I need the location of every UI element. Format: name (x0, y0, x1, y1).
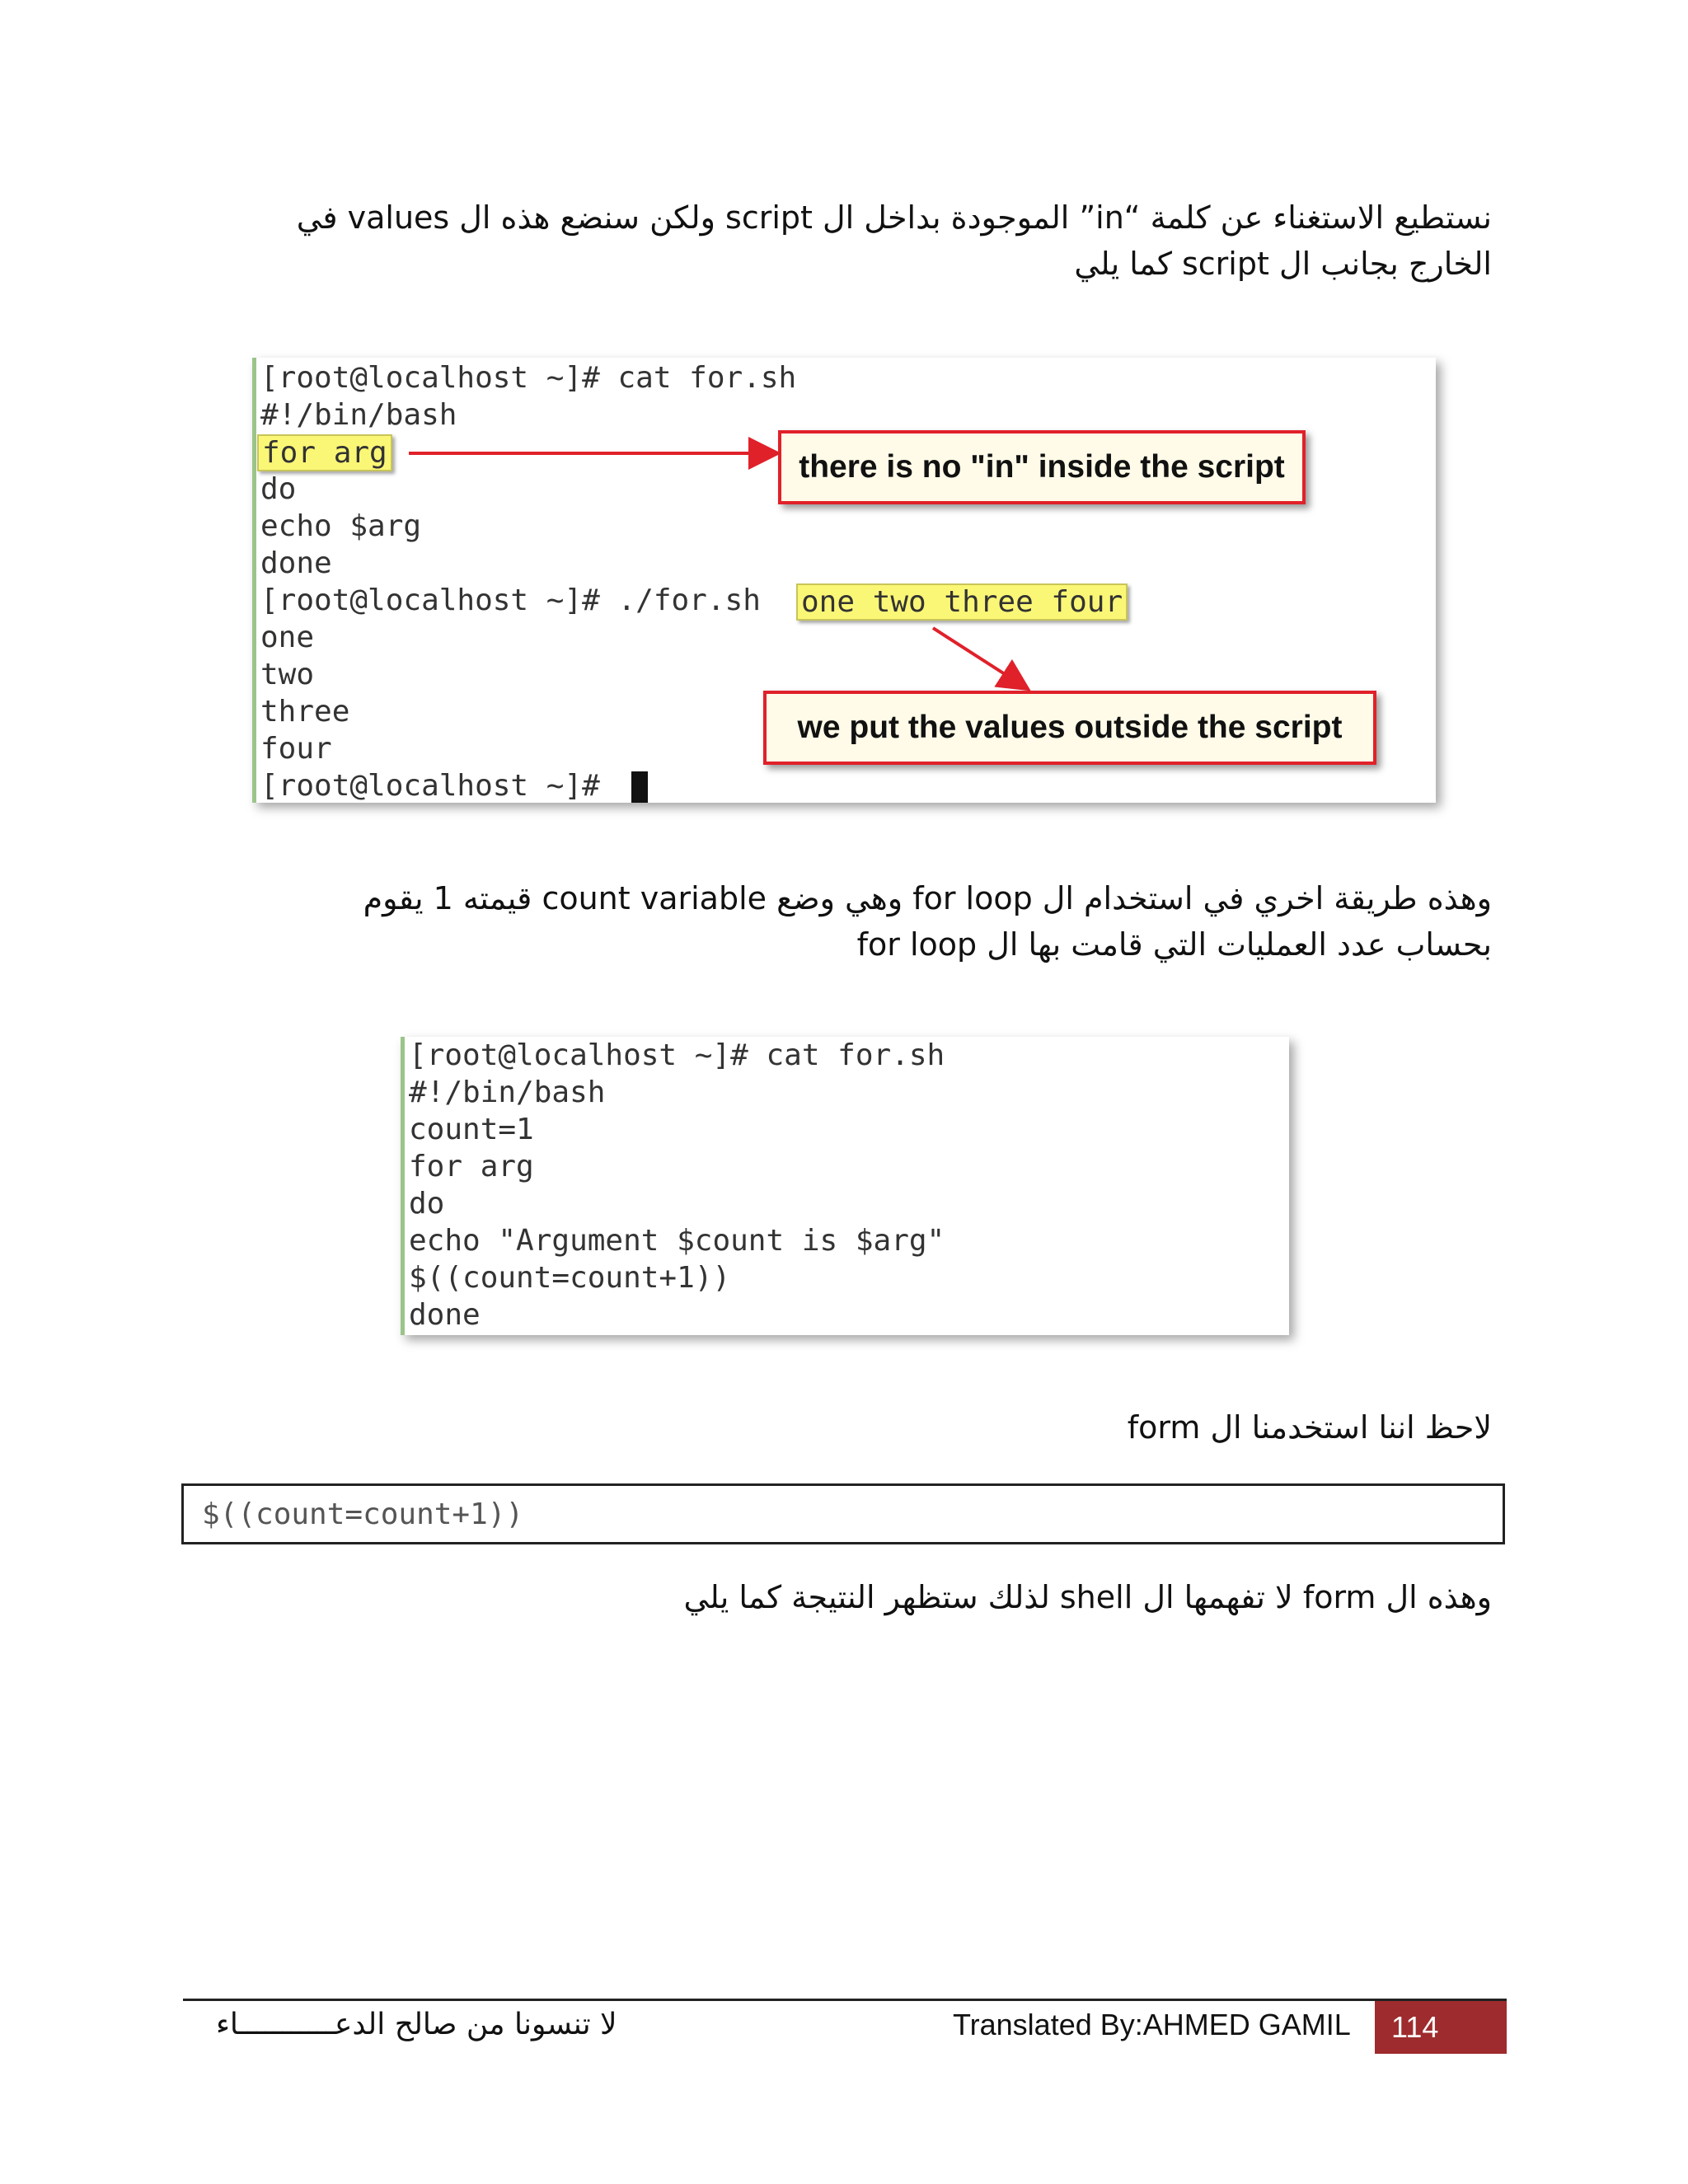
terminal-line: #!/bin/bash (409, 1076, 606, 1109)
callout-values-outside: we put the values outside the script (763, 691, 1376, 765)
terminal-screenshot-1 (252, 358, 1436, 803)
terminal-line: #!/bin/bash (260, 398, 457, 432)
footer-credit: Translated By:AHMED GAMIL (953, 2008, 1351, 2041)
code-snippet: $((count=count+1)) (202, 1497, 524, 1531)
terminal-line: one (260, 621, 315, 654)
paragraph-1 (223, 194, 1492, 287)
paragraph-2-line-2: بحساب عدد العمليات التي قامت بها ال for loop (856, 926, 1492, 963)
terminal-line: [root@localhost ~]# cat for.sh (409, 1038, 945, 1072)
callout-no-in: there is no "in" inside the script (778, 430, 1306, 504)
terminal-line: done (409, 1298, 481, 1332)
terminal-line: do (409, 1187, 445, 1221)
terminal-line: two (260, 658, 315, 691)
terminal-line: echo $arg (260, 509, 422, 543)
terminal-line: do (260, 472, 297, 506)
paragraph-1-line-2: الخارج بجانب ال script كما يلي (1074, 246, 1492, 282)
arrow-to-bottom-callout (933, 628, 1025, 687)
paragraph-2 (247, 875, 1492, 968)
highlight-for-arg: for arg (257, 434, 392, 471)
paragraph-3: لاحظ اننا استخدمنا ال form (1127, 1409, 1492, 1446)
page-number-badge: 114 (1375, 2001, 1507, 2054)
footer-dua-text: لا تنسونا من صالح الدعـــــــــــاء (216, 2008, 617, 2041)
paragraph-4: وهذه ال form لا تفهمها ال shell لذلك ستظهر النتيجة كما يلي (683, 1579, 1492, 1615)
terminal-line: [root@localhost ~]# (260, 769, 618, 803)
terminal-line: for arg (409, 1150, 534, 1183)
paragraph-2-line-1: وهذه طريقة اخري في استخدام ال for loop وهي وضع count variable قيمته 1 يقوم (363, 880, 1492, 916)
terminal-line: $((count=count+1)) (409, 1261, 731, 1295)
terminal-screenshot-2 (401, 1037, 1289, 1335)
terminal-line: echo "Argument $count is $arg" (409, 1224, 945, 1258)
terminal-line: count=1 (409, 1113, 534, 1146)
terminal-line: [root@localhost ~]# ./for.sh (260, 583, 779, 617)
highlight-arguments: one two three four (796, 583, 1128, 621)
paragraph-1-line-1: نستطيع الاستغناء عن كلمة “in” الموجودة بداخل ال script ولكن سنضع هذه ال values في (296, 199, 1492, 236)
terminal-line: done (260, 546, 332, 580)
terminal-line: four (260, 732, 332, 766)
code-snippet-box (181, 1483, 1505, 1544)
terminal-line: [root@localhost ~]# cat for.sh (260, 361, 797, 395)
terminal-line: three (260, 695, 350, 729)
footer-divider (183, 1999, 1507, 2001)
